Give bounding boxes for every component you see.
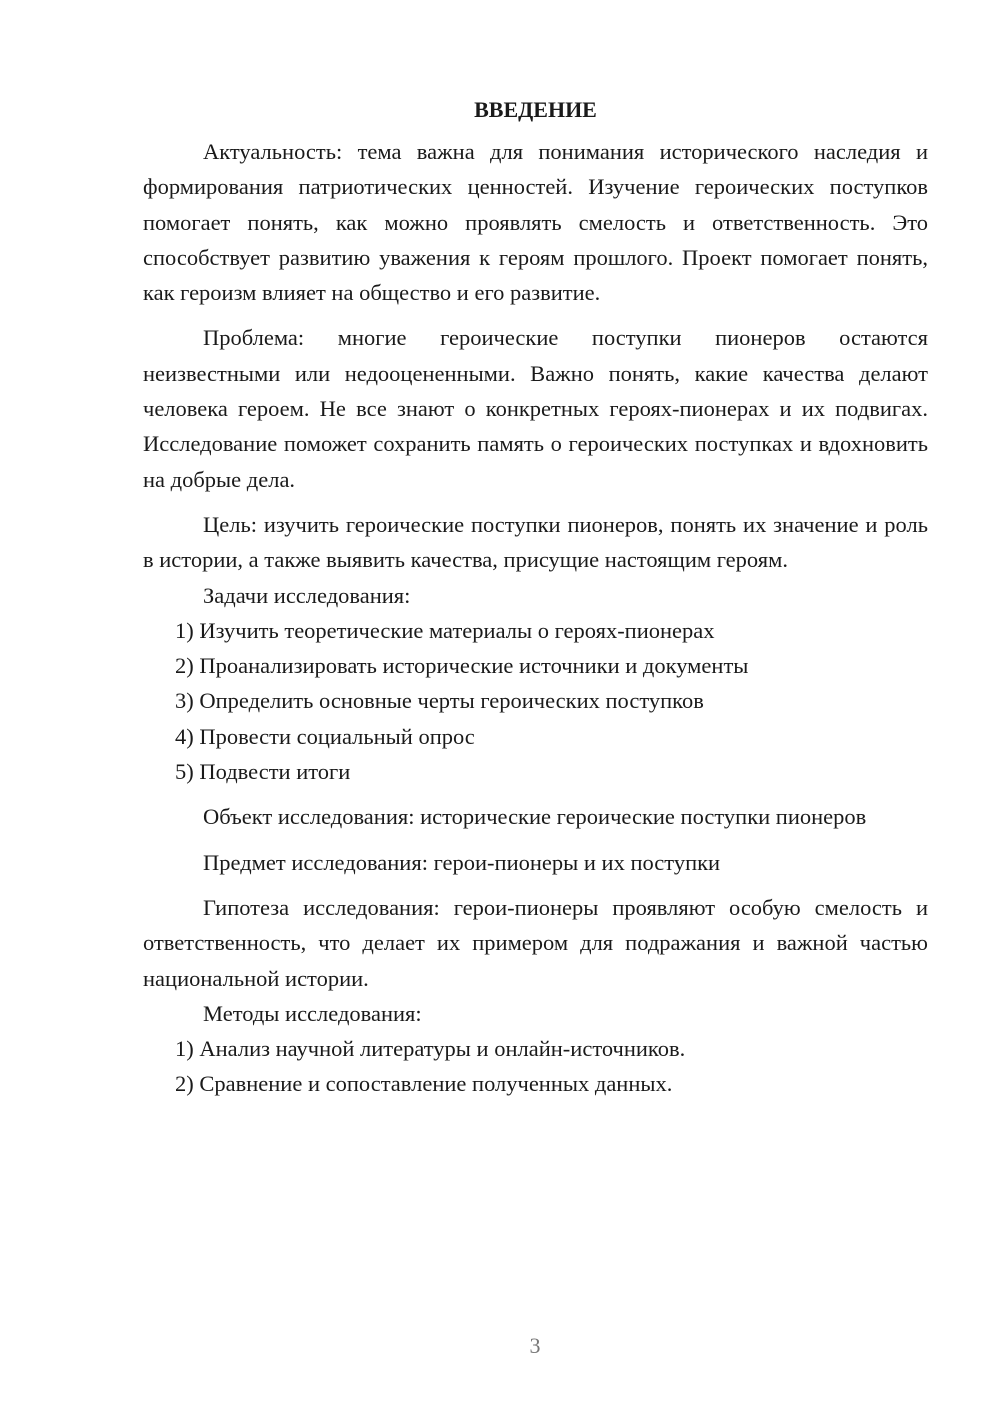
tasks-heading: Задачи исследования: xyxy=(203,582,411,608)
method-item-1: 1) Анализ научной литературы и онлайн-источников. xyxy=(175,1036,686,1062)
document-page xyxy=(143,92,928,1102)
task-item-2: 2) Проанализировать исторические источники и документы xyxy=(175,653,749,679)
methods-list xyxy=(143,1031,928,1102)
method-item-2: 2) Сравнение и сопоставление полученных данных. xyxy=(175,1071,673,1097)
task-item-3: 3) Определить основные черты героических поступков xyxy=(175,688,704,714)
section-title: ВВЕДЕНИЕ xyxy=(474,97,597,122)
problem-paragraph: Проблема: многие героические поступки пионеров остаются неизвестными или недооцененными. Важно понять, какие качества делают человека героем. Не все знают о конкретных героях-пионерах и их подвигах. Исследование поможет сохранить память о героических поступках и вдохновить на добрые дела. xyxy=(143,325,928,492)
task-item-4: 4) Провести социальный опрос xyxy=(175,723,475,749)
hypothesis-paragraph: Гипотеза исследования: герои-пионеры проявляют особую смелость и ответственность, что делает их примером для подражания и важной частью национальной истории. xyxy=(143,894,928,991)
task-item-5: 5) Подвести итоги xyxy=(175,759,351,785)
relevance-paragraph: Актуальность: тема важна для понимания исторического наследия и формирования патриотических ценностей. Изучение героических поступков помогает понять, как можно проявлять смелость и ответственность. Это способствует развитию уважения к героям прошлого. Проект помогает понять, как героизм влияет на общество и его развитие. xyxy=(143,139,928,306)
object-paragraph: Объект исследования: исторические героические поступки пионеров xyxy=(203,804,867,830)
methods-heading: Методы исследования: xyxy=(203,1000,422,1026)
task-item-1: 1) Изучить теоретические материалы о героях-пионерах xyxy=(175,617,715,643)
page-number: 3 xyxy=(529,1333,541,1358)
tasks-list xyxy=(143,613,928,789)
goal-paragraph: Цель: изучить героические поступки пионеров, понять их значение и роль в истории, а также выявить качества, присущие настоящим героям. xyxy=(143,511,928,573)
subject-paragraph: Предмет исследования: герои-пионеры и их поступки xyxy=(203,849,721,875)
